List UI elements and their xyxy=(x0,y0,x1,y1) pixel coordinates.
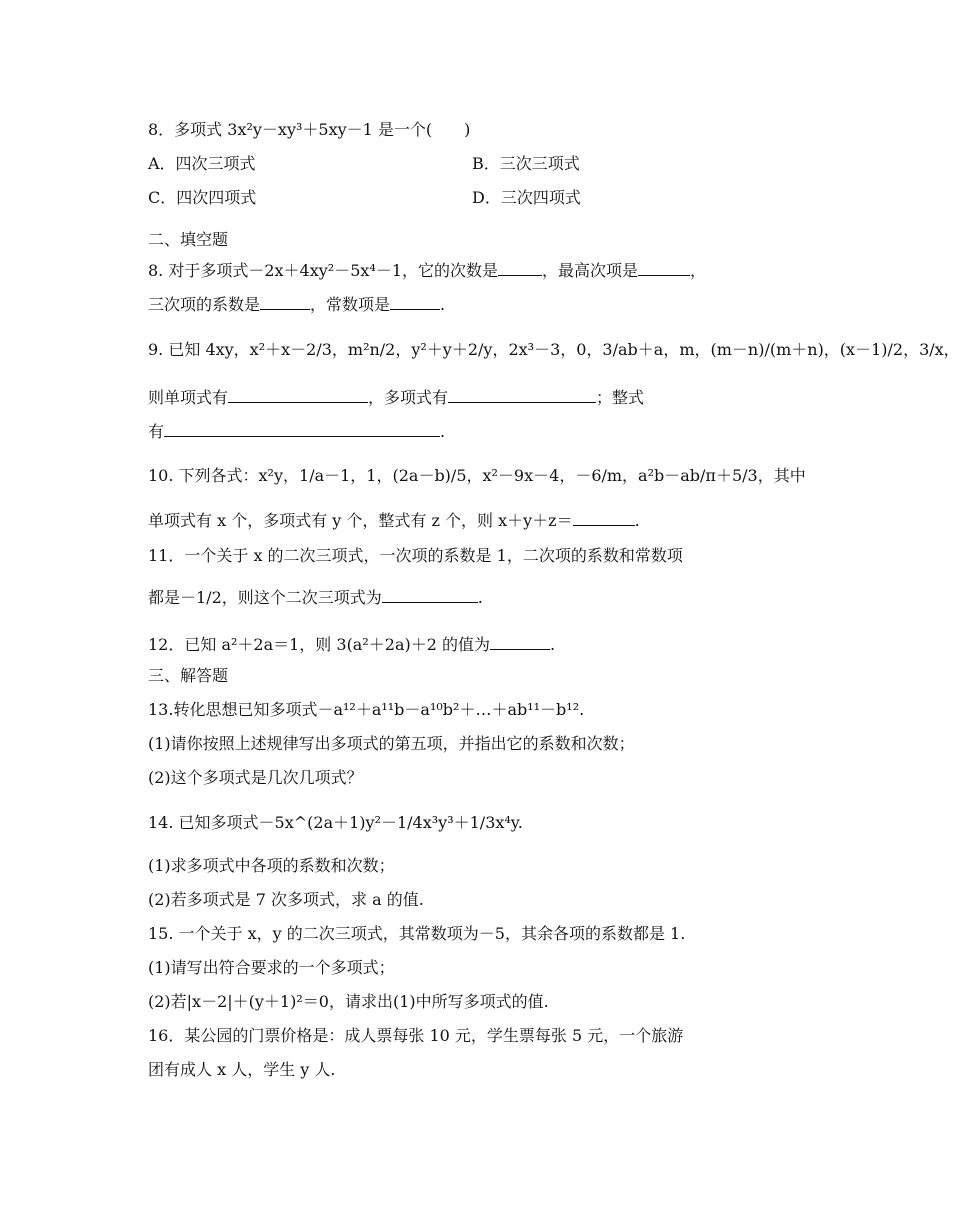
q11-text-b: . xyxy=(477,588,483,607)
question-11-line1: 11．一个关于 x 的二次三项式，一次项的系数是 1，二次项的系数和常数项 xyxy=(148,546,683,565)
answer-blank[interactable] xyxy=(390,293,440,310)
q9-text-c: ；整式 xyxy=(596,388,645,407)
q12-text-a: 12．已知 a²＋2a＝1，则 3(a²＋2a)＋2 的值为 xyxy=(148,635,490,654)
q9-text-b: ，多项式有 xyxy=(368,388,449,407)
question-15-stem: 15. 一个关于 x，y 的二次三项式，其常数项为－5，其余各项的系数都是 1. xyxy=(148,924,686,943)
q11-text-a: 都是－1/2，则这个二次三项式为 xyxy=(148,588,382,607)
q10-text-a: 单项式有 x 个，多项式有 y 个，整式有 z 个，则 x＋y＋z＝ xyxy=(148,511,573,530)
answer-blank[interactable] xyxy=(498,259,542,276)
section-solve: 三、解答题 xyxy=(148,666,229,685)
question-8-mc-stem: 8．多项式 3x²y－xy³＋5xy－1 是一个( ) xyxy=(148,120,471,139)
answer-blank[interactable] xyxy=(490,633,550,650)
q8-text-e: ，常数项是 xyxy=(310,295,391,314)
question-15-part2: (2)若|x－2|＋(y＋1)²＝0，请求出(1)中所写多项式的值. xyxy=(148,992,549,1011)
answer-blank[interactable] xyxy=(382,586,478,603)
question-10-line1: 10. 下列各式：x²y，1/a－1，1，(2a－b)/5，x²－9x－4，－6/m，a²b－ab/π＋5/3，其中 xyxy=(148,466,806,485)
section-fill-blank: 二、填空题 xyxy=(148,230,229,249)
question-9-line2 xyxy=(148,386,644,409)
question-9-line3 xyxy=(148,420,445,443)
question-8-line1 xyxy=(148,259,706,282)
q9-text-e: . xyxy=(440,422,446,441)
question-10-line2 xyxy=(148,509,640,532)
q8-text-b: ，最高次项是 xyxy=(542,261,639,280)
question-14-part1: (1)求多项式中各项的系数和次数； xyxy=(148,856,395,875)
q9-text-d: 有 xyxy=(148,422,165,441)
q8-text-d: 三次项的系数是 xyxy=(148,295,261,314)
q8-text-c: ， xyxy=(690,261,707,280)
option-c: C．四次四项式 xyxy=(148,188,257,207)
answer-blank[interactable] xyxy=(573,509,635,526)
answer-blank[interactable] xyxy=(260,293,310,310)
q8-text-f: . xyxy=(440,295,446,314)
question-16-line2: 团有成人 x 人，学生 y 人. xyxy=(148,1060,336,1079)
question-14-part2: (2)若多项式是 7 次多项式，求 a 的值. xyxy=(148,890,424,909)
answer-blank[interactable] xyxy=(448,386,596,403)
question-13-part2: (2)这个多项式是几次几项式？ xyxy=(148,768,363,787)
question-11-line2 xyxy=(148,583,483,613)
question-12 xyxy=(148,633,555,656)
question-9-line1: 9. 已知 4xy，x²＋x－2/3，m²n/2，y²＋y＋2/y，2x³－3，0，3/ab＋a，m，(m－n)/(m＋n)，(x－1)/2，3/x， xyxy=(148,340,960,359)
question-14-stem: 14. 已知多项式－5x^(2a＋1)y²－1/4x³y³＋1/3x⁴y. xyxy=(148,813,523,832)
question-16-line1: 16．某公园的门票价格是：成人票每张 10 元，学生票每张 5 元，一个旅游 xyxy=(148,1026,684,1045)
q10-text-b: . xyxy=(634,511,640,530)
option-a: A．四次三项式 xyxy=(148,154,256,173)
q8-text-a: 8. 对于多项式－2x＋4xy²－5x⁴－1，它的次数是 xyxy=(148,261,499,280)
question-13-part1: (1)请你按照上述规律写出多项式的第五项，并指出它的系数和次数； xyxy=(148,734,635,753)
question-15-part1: (1)请写出符合要求的一个多项式； xyxy=(148,958,395,977)
answer-blank[interactable] xyxy=(228,386,368,403)
answer-blank[interactable] xyxy=(164,420,440,437)
option-b: B．三次三项式 xyxy=(472,154,580,173)
q9-text-a: 则单项式有 xyxy=(148,388,229,407)
question-13-stem: 13.转化思想已知多项式－a¹²＋a¹¹b－a¹⁰b²＋…＋ab¹¹－b¹². xyxy=(148,700,585,719)
answer-blank[interactable] xyxy=(638,259,690,276)
option-d: D．三次四项式 xyxy=(472,188,581,207)
q12-text-b: . xyxy=(550,635,556,654)
question-8-line2 xyxy=(148,293,445,316)
